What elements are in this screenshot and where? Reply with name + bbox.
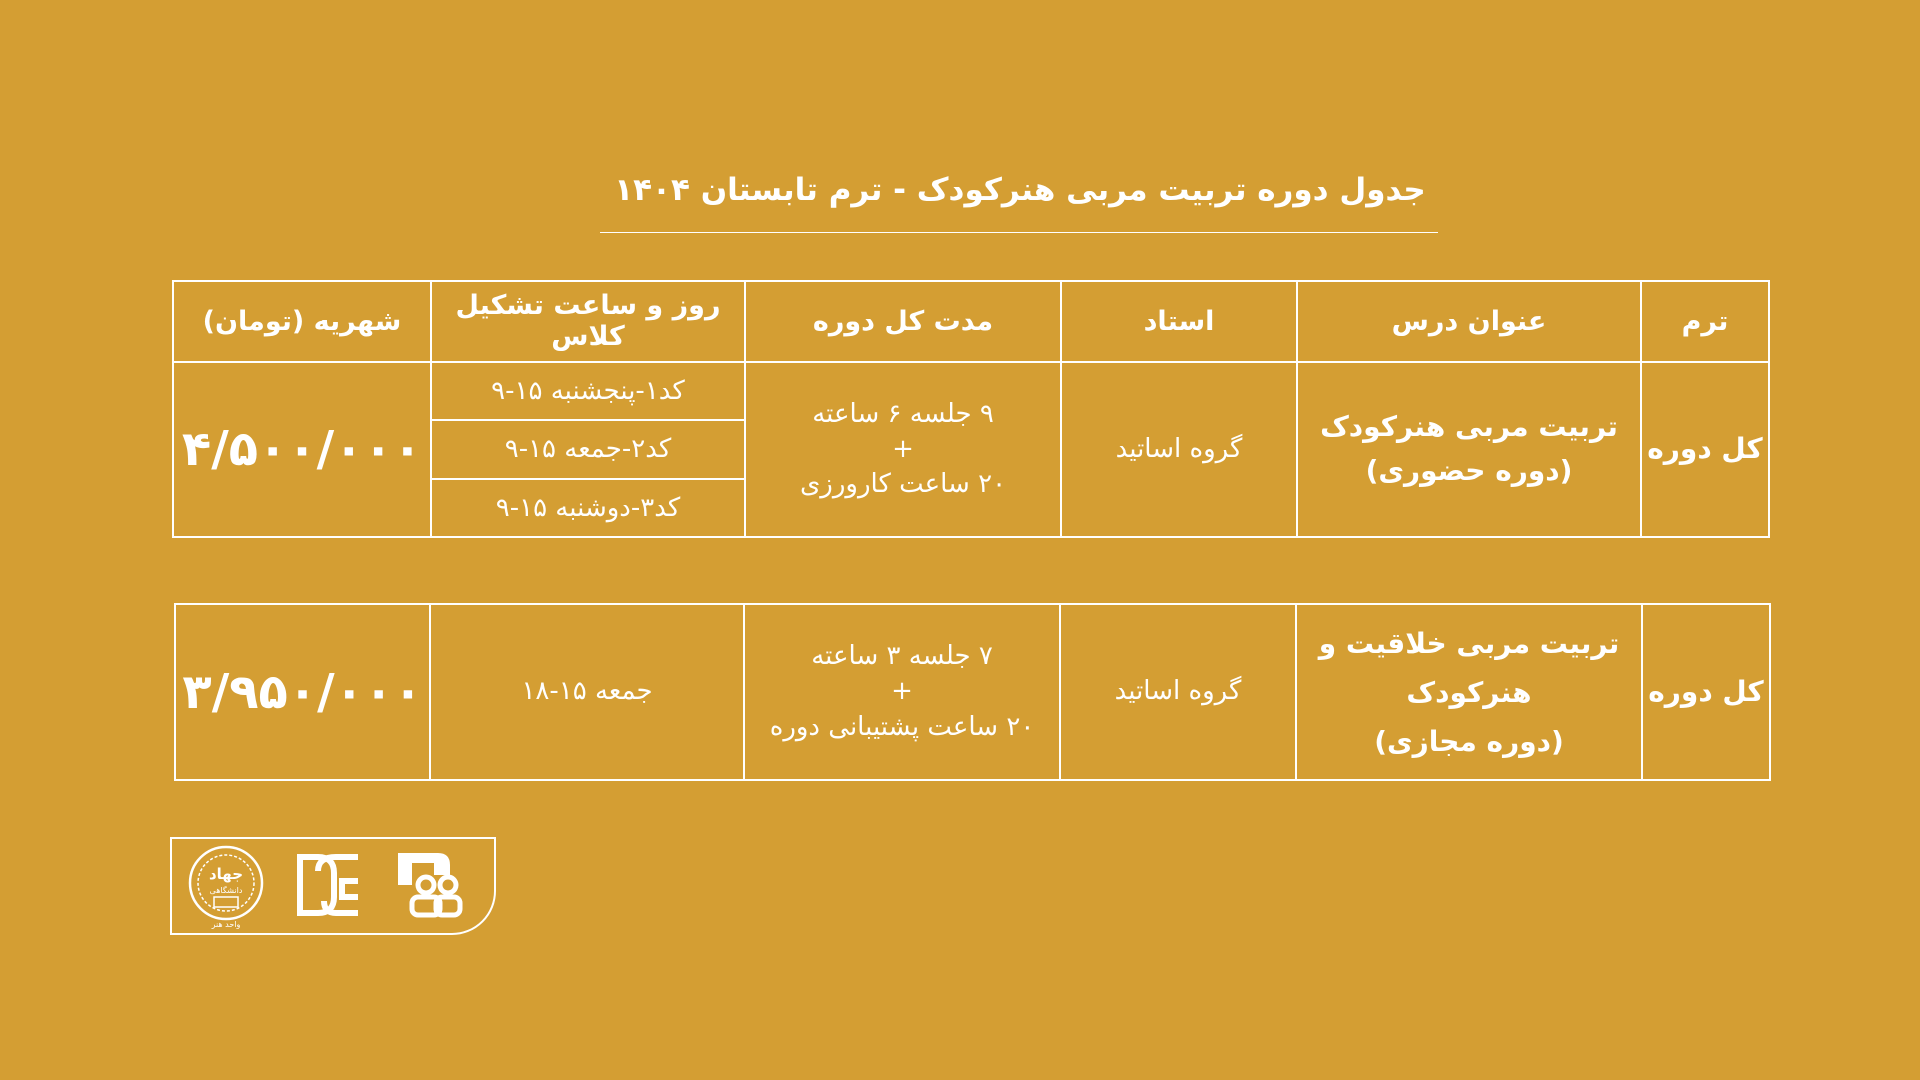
duration-sessions: ۷ جلسه ۳ ساعته — [811, 641, 993, 672]
duration-sessions: ۹ جلسه ۶ ساعته — [812, 398, 994, 429]
table-header-row — [173, 281, 1769, 362]
course-title-cont: هنرکودک — [1406, 675, 1532, 709]
logo-strip — [170, 837, 496, 935]
schedule-table-online — [174, 603, 1771, 781]
instructor-cell: گروه اساتید — [1061, 362, 1297, 537]
duration-cell — [744, 604, 1060, 780]
duration-plus: + — [891, 676, 913, 707]
fee-cell: ۳/۹۵۰/۰۰۰ — [175, 604, 430, 780]
duration-extra: ۲۰ ساعت کارورزی — [799, 468, 1007, 499]
schedule-slot-1: کد۱-پنجشنبه ۱۵-۹ — [431, 362, 745, 420]
instructor-cell: گروه اساتید — [1060, 604, 1296, 780]
fee-cell: ۴/۵۰۰/۰۰۰ — [173, 362, 431, 537]
col-header-instructor: استاد — [1061, 281, 1297, 362]
col-header-duration: مدت کل دوره — [745, 281, 1061, 362]
table-row — [173, 362, 1769, 420]
course-mode: (دوره مجازی) — [1374, 724, 1564, 758]
duration-extra: ۲۰ ساعت پشتیبانی دوره — [769, 711, 1035, 742]
duration-cell — [745, 362, 1061, 537]
title-underline — [600, 232, 1438, 233]
seal-subtext: دانشگاهی — [209, 886, 243, 895]
term-cell: کل دوره — [1641, 362, 1769, 537]
seal-text: جهاد — [208, 865, 244, 883]
schedule-table-in-person — [172, 280, 1770, 538]
col-header-term: ترم — [1641, 281, 1769, 362]
monogram-logo-icon — [294, 853, 364, 917]
table-row — [175, 604, 1770, 780]
course-cell — [1297, 362, 1641, 537]
university-seal-icon — [186, 843, 266, 929]
schedule-slot-2: کد۲-جمعه ۱۵-۹ — [431, 420, 745, 478]
course-title: تربیت مربی خلاقیت و — [1318, 626, 1620, 660]
duration-plus: + — [892, 433, 914, 464]
page-title: جدول دوره تربیت مربی هنرکودک - ترم تابستان ۱۴۰۴ — [614, 172, 1426, 208]
term-cell: کل دوره — [1642, 604, 1770, 780]
children-art-logo-icon — [394, 849, 464, 919]
col-header-fee: شهریه (تومان) — [173, 281, 431, 362]
schedule-slot-3: کد۳-دوشنبه ۱۵-۹ — [431, 479, 745, 537]
col-header-course: عنوان درس — [1297, 281, 1641, 362]
course-title: تربیت مربی هنرکودک — [1320, 409, 1618, 443]
course-cell — [1296, 604, 1642, 780]
course-mode: (دوره حضوری) — [1365, 454, 1573, 488]
col-header-schedule: روز و ساعت تشکیل کلاس — [431, 281, 745, 362]
schedule-cell: جمعه ۱۵-۱۸ — [430, 604, 744, 780]
seal-caption: واحد هنر — [211, 920, 241, 929]
